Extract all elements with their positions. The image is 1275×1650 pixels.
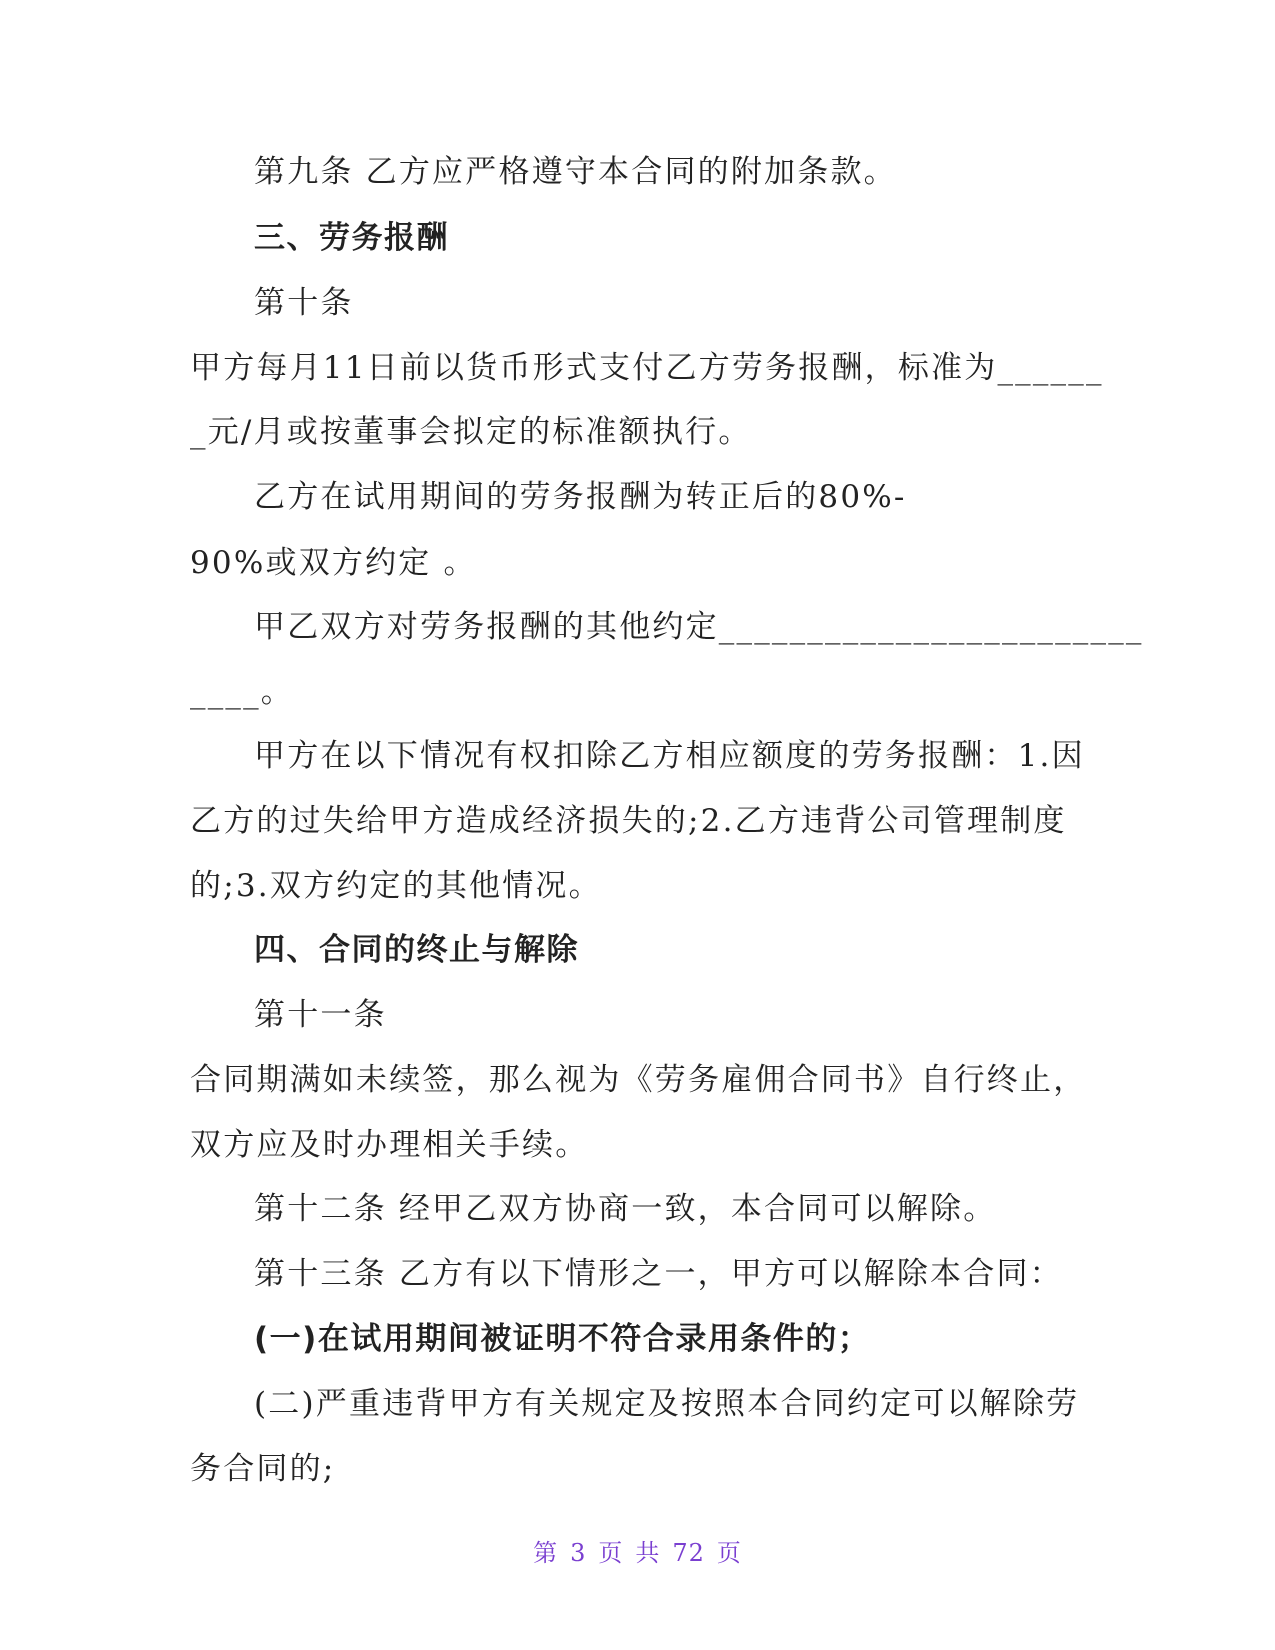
section-heading-remuneration: 三、劳务报酬 — [254, 220, 449, 256]
clause-13: 第十三条 乙方有以下情形之一，甲方可以解除本合同： — [254, 1256, 1063, 1292]
section-heading-termination: 四、合同的终止与解除 — [254, 932, 579, 968]
clause-11-text: 双方应及时办理相关手续。 — [190, 1127, 589, 1163]
footer-page-label: 页 — [598, 1539, 624, 1567]
clause-10-text: _元/月或按董事会拟定的标准额执行。 — [190, 414, 752, 450]
probation-pay-text: 90%或双方约定 。 — [190, 545, 477, 581]
clause-13-item-1: (一)在试用期间被证明不符合录用条件的； — [254, 1321, 871, 1357]
clause-10-title: 第十条 — [254, 285, 354, 321]
deduction-conditions: 乙方的过失给甲方造成经济损失的;2.乙方违背公司管理制度 — [190, 803, 1067, 839]
clause-13-item-2: (二)严重违背甲方有关规定及按照本合同约定可以解除劳 — [254, 1386, 1080, 1422]
footer-total-label: 共 — [635, 1539, 661, 1567]
footer-page-suffix: 页 — [716, 1539, 742, 1567]
footer-page-prefix: 第 — [533, 1539, 559, 1567]
clause-9: 第九条 乙方应严格遵守本合同的附加条款。 — [254, 154, 897, 190]
probation-pay-text: 乙方在试用期间的劳务报酬为转正后的80%- — [254, 479, 907, 515]
other-pay-agreement: ____。 — [190, 674, 294, 710]
clause-11-text: 合同期满如未续签，那么视为《劳务雇佣合同书》自行终止， — [190, 1062, 1087, 1098]
deduction-conditions: 的;3.双方约定的其他情况。 — [190, 868, 602, 904]
page-footer — [0, 1538, 1275, 1568]
other-pay-agreement: 甲乙双方对劳务报酬的其他约定________________________ — [254, 609, 1144, 645]
clause-10-text: 甲方每月11日前以货币形式支付乙方劳务报酬，标准为______ — [190, 350, 1104, 386]
footer-current-page: 3 — [570, 1539, 587, 1567]
footer-total-pages: 72 — [672, 1539, 705, 1567]
clause-11-title: 第十一条 — [254, 997, 387, 1033]
deduction-conditions: 甲方在以下情况有权扣除乙方相应额度的劳务报酬：1.因 — [254, 738, 1085, 774]
clause-12: 第十二条 经甲乙双方协商一致，本合同可以解除。 — [254, 1191, 997, 1227]
clause-13-item-2: 务合同的; — [190, 1451, 336, 1487]
